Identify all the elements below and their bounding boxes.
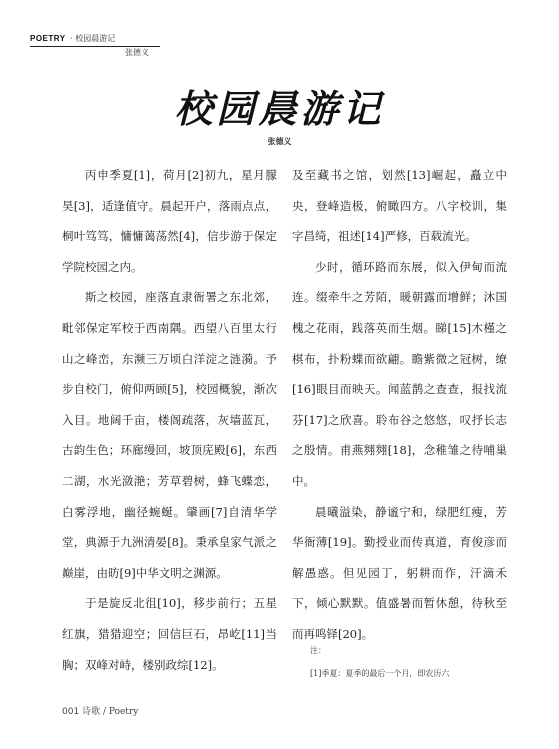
paragraph: 丙申季夏[1]，荷月[2]初九，星月朦昊[3]，适逢值守。晨起开户，落雨点点，桐叶笃笃，慵慵蔼荡然[4]，信步游于保定学院校园之内。	[62, 168, 277, 274]
header-section: 校园晨游记	[75, 34, 116, 43]
paragraph: 及至藏书之馆，划然[13]崛起，矗立中央，登峰造极，俯瞰四方。八字校训，集字昌绮，祖述[14]严修，百载流光。	[292, 168, 507, 244]
notes-label: 注：	[310, 646, 326, 655]
footer-slash: /	[102, 707, 106, 717]
paragraph: 斯之校园，座落直隶衙署之东北郊，毗邻保定军校于西南隅。西望八百里太行山之峰峦，东濒三万顷白洋淀之涟漪。予步自校门，俯仰两顾[5]，校园概貌，渐次入目。地阔千亩，楼阁疏落，灰墙蓝瓦，古韵生色；环廊缦回，坡顶庑殿[6]，东西二湖，水光潋滟；芳草碧树，蜂飞蝶恋，白雾浮地，幽径蜿蜒。肇画[7]自清华学堂，典源于九洲清晏[8]。秉承皇家气派之巅崖，由昉[9]中华文明之渊源。	[62, 290, 277, 580]
left-column	[62, 160, 277, 680]
paragraph: 晨曦溢染，静谧宁和，绿肥红瘦，芳华衙薄[19]。勤授业而传真道，育俊彦而解愚惑。但见园丁，躬耕而作，汗滴禾下，倾心默默。值盛暑而暂休憩，待秋至而再鸣铎[20]。	[292, 504, 507, 641]
header-text	[30, 34, 115, 44]
magazine-name-en: Poetry	[108, 707, 139, 717]
header-author: 张德义	[125, 48, 149, 57]
page-number: 001	[62, 707, 80, 717]
paragraph: 少时，循环路而东展，似入伊甸而流连。缀牵牛之芳陌，暖朝露而增鲜；沐国槐之花雨，践落英而生烟。睇[15]木槿之棋布，扑粉蝶而欲翩。瞻紫微之冠树，缭[16]眼目而映天。闻蓝鹊之查查，报找流芬[17]之欣喜。聆布谷之悠悠，叹抒长志之殷情。甫燕翙翙[18]，念稚雏之待哺巢中。	[292, 259, 507, 488]
footnote: [1]季夏：夏季的最后一个月，即农历六	[310, 669, 450, 678]
header-separator: ·	[70, 34, 73, 43]
page-footer	[62, 704, 138, 717]
magazine-name: 诗歌	[82, 707, 101, 717]
article-byline: 张德义	[267, 137, 292, 146]
paragraph: 于是旋反北徂[10]，移步前行；五星红旗，猎猎迎空；回信巨石，昂屹[11]当胸；双峰对峙，楼别政综[12]。	[62, 596, 277, 672]
running-header	[30, 34, 530, 64]
article-title: 校园晨游记	[174, 86, 385, 131]
right-column	[292, 160, 507, 650]
header-brand: POETRY	[30, 34, 66, 43]
